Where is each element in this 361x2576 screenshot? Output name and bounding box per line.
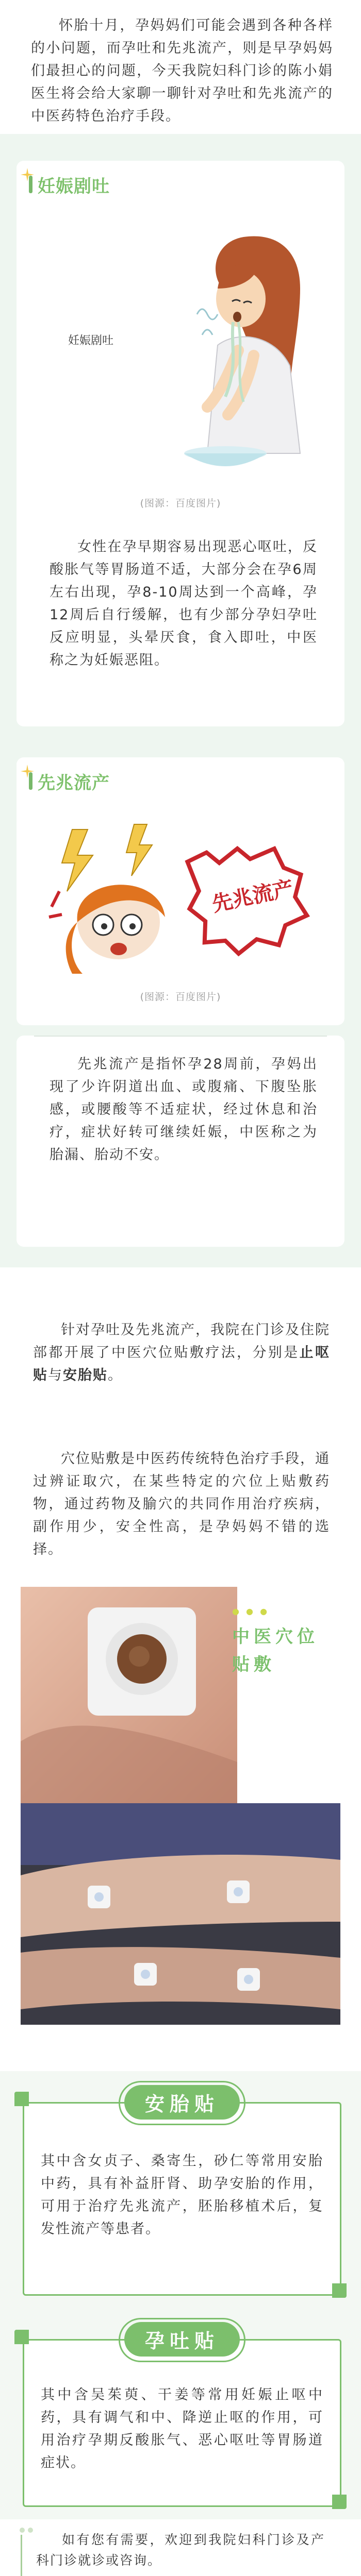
box-body	[41, 2150, 323, 2241]
frame-corner	[332, 2495, 347, 2509]
card-title: 先兆流产	[38, 772, 110, 793]
intro-paragraph: 怀胎十月，孕妈妈们可能会遇到各种各样的小问题，而孕吐和先兆流产，则是早孕妈妈们最担心的问题，今天我院妇科门诊的陈小娟医生将会给大家聊一聊针对孕吐和先兆流产的中医药特色治疗手段。	[31, 18, 333, 124]
emphasis-pregnancy-patch: 安胎贴	[63, 1367, 108, 1383]
stamp-label: 先兆流产	[210, 876, 296, 917]
pregnancy-patch-label: 安胎贴	[124, 2085, 240, 2120]
threatened-miscarriage-paragraph: 先兆流产是指怀孕28周前，孕妈出现了少许阴道出血、或腹痛、下腹坠胀感，或腰酸等不适症状，经过休息和治疗，症状好转可继续妊娠，中医称之为胎漏、胎动不安。	[50, 1056, 318, 1163]
image-caption: (图源：百度图片)	[140, 991, 221, 1003]
conditions-section-continued	[0, 1036, 361, 1267]
sparkle-icon	[20, 764, 35, 779]
treatment-intro-end: 。	[108, 1367, 123, 1383]
nausea-patch-label: 孕吐贴	[124, 2322, 240, 2357]
frame-corner	[332, 2283, 347, 2298]
sparkle-icon	[20, 167, 35, 182]
nausea-patch-box	[23, 2330, 341, 2507]
photo-title-panel	[237, 1587, 340, 1803]
patches-on-legs-photo	[21, 1803, 340, 2025]
card-title: 妊娠剧吐	[38, 176, 110, 197]
footer-accent-line	[21, 2535, 22, 2576]
treatment-intro-conjunction: 与	[48, 1367, 63, 1383]
emphasis-anti-nausea: 止呕贴	[33, 1345, 331, 1383]
photo-title: 中医穴位贴敷	[232, 1626, 319, 1675]
pregnancy-patch-text: 其中含女贞子、桑寄生，砂仁等常用安胎中药，具有补益肝肾、助孕安胎的作用，可用于治疗先兆流产，胚胎移植术后，复发性流产等患者。	[41, 2153, 323, 2237]
contact-paragraph: 如有您有需要，欢迎到我院妇科门诊及产科门诊就诊或咨询。	[36, 2532, 325, 2568]
acupoint-explanation-paragraph: 穴位贴敷是中医药传统特色治疗手段，通过辨证取穴，在某些特定的穴位上贴敷药物，通过药物及腧穴的共同作用治疗疾病，副作用少，安全性高，是孕妈妈不错的选择。	[33, 1451, 330, 1557]
pregnancy-patch-section	[0, 2071, 361, 2313]
threatened-miscarriage-illustration	[41, 809, 320, 979]
frame-corner	[14, 2092, 29, 2106]
illustration-label: 妊娠剧吐	[68, 334, 114, 347]
divider	[34, 1036, 327, 1037]
threatened-miscarriage-text-card	[17, 1036, 344, 1247]
threatened-miscarriage-card	[17, 757, 344, 1025]
pregnancy-patch-box	[23, 2093, 341, 2296]
box-body	[41, 2384, 323, 2475]
card-header	[29, 769, 110, 793]
contact-footer	[21, 2530, 330, 2576]
morning-sickness-illustration	[22, 211, 339, 479]
morning-sickness-text-card	[17, 515, 344, 726]
nausea-patch-text: 其中含吴茱萸、干姜等常用妊娠止呕中药，具有调气和中、降逆止呕的作用，可用治疗孕期反酸胀气、恶心呕吐等胃肠道症状。	[41, 2387, 323, 2471]
frame-corner	[14, 2330, 29, 2344]
treatment-intro-text: 针对孕吐及先兆流产，我院在门诊及住院部都开展了中医穴位贴敷疗法，分别是	[33, 1322, 330, 1361]
nausea-patch-section	[0, 2313, 361, 2519]
decorative-dot	[20, 2528, 25, 2533]
conditions-section	[0, 134, 361, 1036]
patch-closeup-photo	[21, 1587, 237, 1803]
morning-sickness-paragraph: 女性在孕早期容易出现恶心呕吐，反酸胀气等胃肠道不适，大部分会在孕6周左右出现，孕8-10周达到一个高峰，孕12周后自行缓解，也有少部分孕妇孕吐反应明显，头晕厌食，食入即吐，中医称之为妊娠恶阻。	[50, 539, 318, 668]
decorative-dots: ● ● ●	[232, 1606, 270, 1616]
card-header	[29, 172, 110, 197]
image-caption: (图源：百度图片)	[140, 498, 221, 509]
treatment-intro-paragraph	[33, 1319, 330, 1387]
decorative-dot	[28, 2528, 33, 2533]
